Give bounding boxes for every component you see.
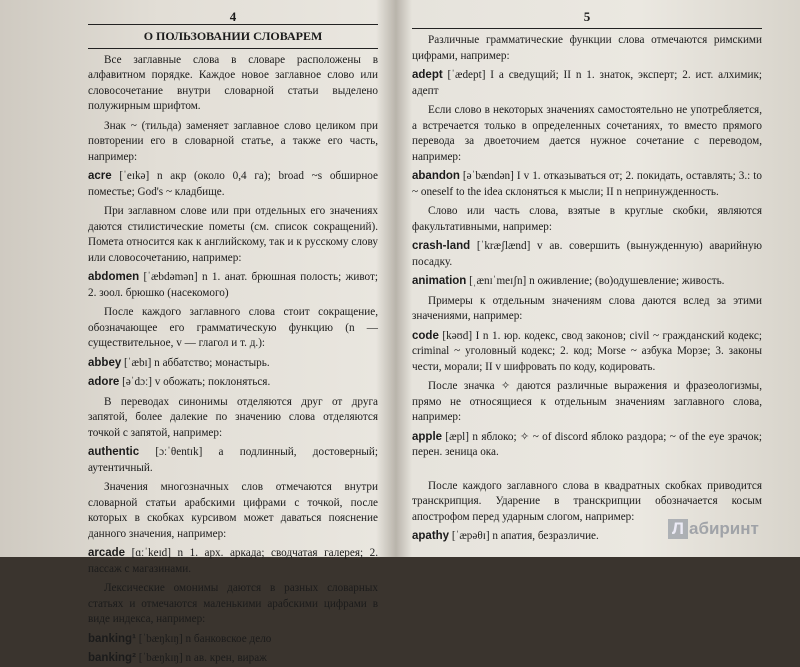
entry-body: [ˈeɪkə] n акр (около 0,4 га); broad ~s обширное поместье; God's ~ кладбище. xyxy=(88,170,378,198)
headword: apathy xyxy=(412,530,450,542)
explanation-paragraph: После значка ✧ даются различные выражения и фразеологизмы, прямо не относящиеся к отдельным значениям заглавного слова, например: xyxy=(412,380,762,423)
explanation-paragraph: В переводах синонимы отделяются друг от друга запятой, более далекие по значению слова отделяются точкой с запятой, например: xyxy=(88,395,378,439)
entry-body: [ˈæpəθɪ] n апатия, безразличие. xyxy=(449,530,599,542)
right-page-content xyxy=(412,33,762,545)
labirint-icon: Л xyxy=(668,519,688,539)
headword: abandon xyxy=(412,170,460,182)
left-page xyxy=(88,0,378,664)
dictionary-example xyxy=(412,169,762,200)
headword: code xyxy=(412,329,439,342)
entry-body: [ˈæbdəmən] n 1. анат. брюшная полость; живот; 2. зоол. брюшко (насекомого) xyxy=(88,271,378,299)
entry-body: [ˈædept] I a сведущий; II n 1. знаток, эксперт; 2. ист. алхимик; адепт xyxy=(412,69,762,97)
right-page xyxy=(412,0,762,557)
headword: adept xyxy=(412,69,443,81)
entry-body: [ɔːˈθentɪk] a подлинный, достоверный; аутентичный. xyxy=(88,446,378,474)
headword: abbey xyxy=(88,356,122,369)
spacer xyxy=(412,465,762,479)
entry-body: [ˈkræʃlænd] v ав. совершить (вынужденную) аварийную посадку. xyxy=(412,240,762,268)
explanation-paragraph: Знак ~ (тильда) заменяет заглавное слово целиком при повторении его в словарной статье, а также его часть, например: xyxy=(88,119,378,163)
explanation-paragraph: Значения многозначных слов отмечаются внутри словарной статьи арабскими цифрами с точкой, после которых в скобках курсивом может даваться пояснение данного значения, например: xyxy=(88,481,378,540)
dictionary-example xyxy=(88,270,378,301)
entry-body: [ˈbæŋkɪŋ] n банковское дело xyxy=(135,632,272,645)
dictionary-example xyxy=(88,546,378,577)
entry-body: [ɑːˈkeɪd] n 1. арх. аркада; сводчатая галерея; 2. пассаж с магазинами. xyxy=(88,547,378,575)
explanation-paragraph: После каждого заглавного слова стоит сокращение, обозначающее его грамматическую функцию (n — существительное, v — глагол и т. д.): xyxy=(88,306,378,349)
dictionary-example xyxy=(88,375,378,391)
explanation-paragraph: Слово или часть слова, взятые в круглые скобки, являются факультативными, например: xyxy=(412,205,762,233)
headword: adore xyxy=(88,376,120,388)
dictionary-example xyxy=(88,169,378,200)
watermark-text: абиринт xyxy=(689,519,759,538)
entry-body: [ˈbæŋkɪŋ] n ав. крен, вираж xyxy=(135,652,267,664)
explanation-paragraph: Примеры к отдельным значениям слова даются вслед за этими значениями, например: xyxy=(412,294,762,322)
dictionary-example xyxy=(88,651,378,667)
left-page-content xyxy=(88,53,378,667)
explanation-paragraph: При заглавном слове или при отдельных его значениях даются стилистические пометы (см. список сокращений). Помета относится как к английскому, так и к русскому слову или словосочетанию, например: xyxy=(88,205,378,264)
headword: banking² xyxy=(88,652,136,664)
entry-body: [kəʊd] I n 1. юр. кодекс, свод законов; civil ~ гражданский кодекс; criminal ~ уголовный кодекс; 2. код; Morse ~ азбука Морзе; 3. законы чести, морали; II v шифровать по коду, кодировать. xyxy=(412,329,762,373)
explanation-paragraph: Если слово в некоторых значениях самостоятельно не употребляется, а встречается только в определенных сочетаниях, то вместо прямого перевода за двоеточием дается нужное сочетание с переводом, например: xyxy=(412,104,762,163)
entry-body: [ˈæbɪ] n аббатство; монастырь. xyxy=(121,356,270,369)
headword: crash-land xyxy=(412,240,471,252)
entry-body: [ˌænɪˈmeɪʃn] n оживление; (во)одушевление; живость. xyxy=(466,275,725,287)
dictionary-example xyxy=(88,356,378,372)
headword: abdomen xyxy=(88,271,140,283)
page-number-left: 4 xyxy=(229,9,237,24)
headword: banking¹ xyxy=(88,632,136,645)
dictionary-example xyxy=(88,445,378,476)
dictionary-example xyxy=(412,274,762,290)
dictionary-example xyxy=(412,329,762,376)
entry-body: [əˈdɔː] v обожать; поклоняться. xyxy=(119,376,271,388)
explanation-paragraph: После каждого заглавного слова в квадратных скобках приводится транскрипция. Ударение в транскрипции обозначается косым апострофом перед ударным слогом, например: xyxy=(412,479,762,523)
top-rule-right xyxy=(412,28,762,29)
dictionary-example xyxy=(88,632,378,648)
watermark-logo xyxy=(668,519,759,539)
section-title: О ПОЛЬЗОВАНИИ СЛОВАРЕМ xyxy=(88,25,378,49)
entry-body: [æpl] n яблоко; ✧ ~ of discord яблоко раздора; ~ of the eye зрачок; перен. зеница ока. xyxy=(412,430,762,458)
dictionary-example xyxy=(412,430,762,461)
headword: authentic xyxy=(88,446,140,458)
headword: apple xyxy=(412,430,443,443)
explanation-paragraph: Все заглавные слова в словаре расположены в алфавитном порядке. Каждое новое заглавное слово или словосочетание внутри словарной статьи выделено полужирным шрифтом. xyxy=(88,53,378,112)
explanation-paragraph: Различные грамматические функции слова отмечаются римскими цифрами, например: xyxy=(412,34,762,62)
headword: arcade xyxy=(88,547,126,559)
dictionary-example xyxy=(412,239,762,270)
headword: acre xyxy=(88,170,112,182)
page-number-right: 5 xyxy=(583,9,591,24)
headword: animation xyxy=(412,275,467,287)
entry-body: [əˈbændən] I v 1. отказываться от; 2. покидать, оставлять; 3.: to ~ oneself to the idea склоняться к мысли; II n непринужденность. xyxy=(412,170,762,198)
dictionary-example xyxy=(412,68,762,99)
explanation-paragraph: Лексические омонимы даются в разных словарных статьях и отмечаются маленькими арабскими цифрами в виде индекса, например: xyxy=(88,582,378,625)
